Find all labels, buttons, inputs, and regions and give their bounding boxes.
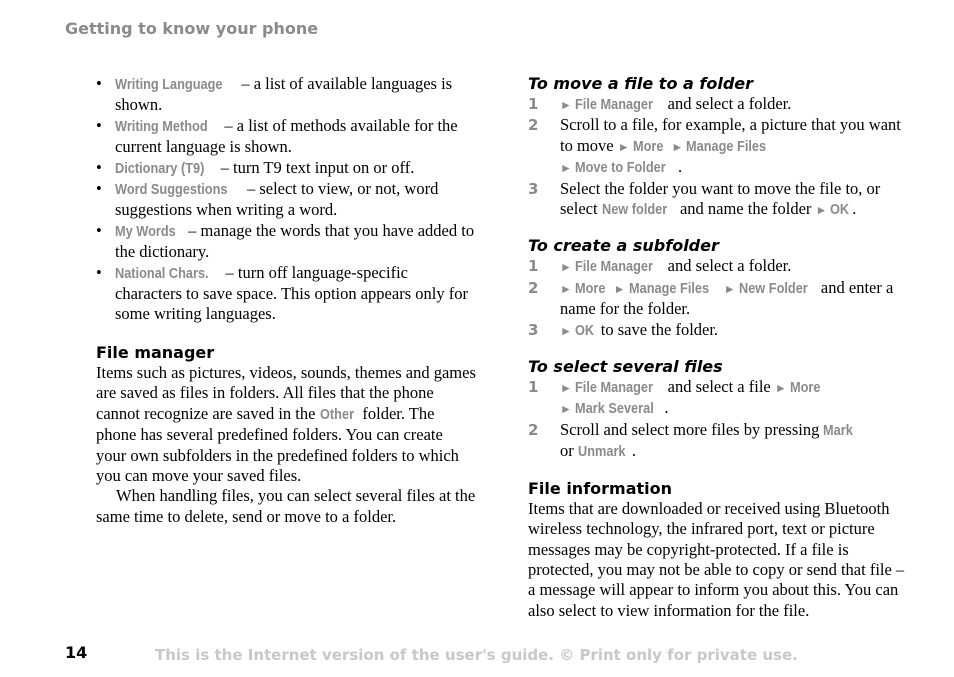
menu-term: Writing Method xyxy=(115,118,208,135)
step: 3 Select the folder you want to move the file to, or select New folder and name the folder ► OK . xyxy=(528,179,908,221)
menu-term: Unmark xyxy=(577,444,626,461)
list-item: • Dictionary (T9) – turn T9 text input on or off. xyxy=(96,158,476,179)
list-item: • Writing Method – a list of methods available for the current language is shown. xyxy=(96,115,458,157)
menu-term: New Folder xyxy=(738,280,808,297)
list-item: • Word Suggestions – select to view, or not, word suggestions when writing a word. xyxy=(96,179,439,220)
menu-term: National Chars. xyxy=(115,265,209,282)
writing-options-list xyxy=(96,74,476,325)
menu-term: My Words xyxy=(115,223,176,240)
list-item: • Writing Language – a list of available languages is shown. xyxy=(96,74,453,115)
page-header: Getting to know your phone xyxy=(65,19,319,38)
file-information-paragraph: Items that are downloaded or received using Bluetooth wireless technology, the infrared port, text or picture messages may be copyright-protected. If a file is protected, you may not be able to copy or send that file – a message will appear to inform you about this. You can also select to view information for the file. xyxy=(528,498,905,620)
item-description: – manage the words that you have added to the dictionary. xyxy=(115,220,475,262)
page-number: 14 xyxy=(65,643,88,662)
file-manager-heading: File manager xyxy=(96,342,215,362)
menu-term: File Manager xyxy=(574,259,653,276)
menu-term: More xyxy=(789,380,821,397)
menu-term: New folder xyxy=(601,202,667,219)
item-description: – a list of methods available for the current language is shown. xyxy=(115,115,458,157)
step: 2 Scroll and select more files by pressing Mark or Unmark . xyxy=(528,420,908,463)
create-subfolder-steps xyxy=(528,256,908,341)
menu-term: Other xyxy=(319,406,354,423)
file-information-heading: File information xyxy=(528,478,673,498)
menu-term: File Manager xyxy=(574,380,653,397)
item-description: – a list of available languages is shown. xyxy=(115,74,453,115)
menu-term: More xyxy=(632,138,664,155)
step: 1 ► File Manager and select a folder. xyxy=(528,256,908,277)
step: 3 ► OK to save the folder. xyxy=(528,320,908,341)
item-description: – select to view, or not, word suggestions when writing a word. xyxy=(115,179,439,220)
step: 2 ► More ► Manage Files ► New Folder and enter a name for the folder. xyxy=(528,277,894,319)
select-several-heading: To select several files xyxy=(528,357,723,377)
right-column xyxy=(528,74,908,621)
select-several-steps xyxy=(528,377,908,463)
menu-term: Manage Files xyxy=(686,138,767,155)
item-description: – turn T9 text input on or off. xyxy=(216,157,415,177)
menu-term: Writing Language xyxy=(115,77,223,93)
step: 2 Scroll to a file, for example, a picture that you want to move ► More ► Manage Files ► Move to Folder . xyxy=(528,115,908,178)
menu-term: Manage Files xyxy=(628,280,709,297)
menu-term: OK xyxy=(830,202,850,219)
menu-term: Mark xyxy=(823,422,854,439)
move-file-steps xyxy=(528,94,908,220)
item-description: – turn off language-specific characters to save space. This option appears only for some writing languages. xyxy=(115,262,468,324)
file-manager-paragraph-2: When handling files, you can select several files at the same time to delete, send or move to a folder. xyxy=(96,486,476,526)
move-file-heading: To move a file to a folder xyxy=(528,74,754,93)
create-subfolder-heading: To create a subfolder xyxy=(528,236,719,256)
menu-term: Word Suggestions xyxy=(115,182,228,199)
footer-note: This is the Internet version of the user's guide. © Print only for private use. xyxy=(155,646,798,664)
menu-term: Move to Folder xyxy=(574,160,666,177)
step: 1 ► File Manager and select a folder. xyxy=(528,94,908,115)
step: 1 ► File Manager and select a file ► More ► Mark Several . xyxy=(528,377,908,420)
menu-term: Mark Several xyxy=(574,401,654,418)
menu-term: More xyxy=(574,280,606,297)
menu-term: OK xyxy=(574,322,595,339)
list-item: • National Chars. – turn off language-specific characters to save space. This option appears only for some writing languages. xyxy=(96,262,468,324)
menu-term: File Manager xyxy=(574,97,653,113)
left-column xyxy=(96,74,476,527)
list-item: • My Words – manage the words that you have added to the dictionary. xyxy=(96,220,475,262)
file-manager-paragraph: Items such as pictures, videos, sounds, themes and games are saved as files in folders. All files that the phone cannot recognize are saved in the Other folder. The phone has several predefined folders. You can create your own subfolders in the predefined folders to which you can move your saved files. xyxy=(96,362,476,485)
menu-term: Dictionary (T9) xyxy=(115,160,205,177)
